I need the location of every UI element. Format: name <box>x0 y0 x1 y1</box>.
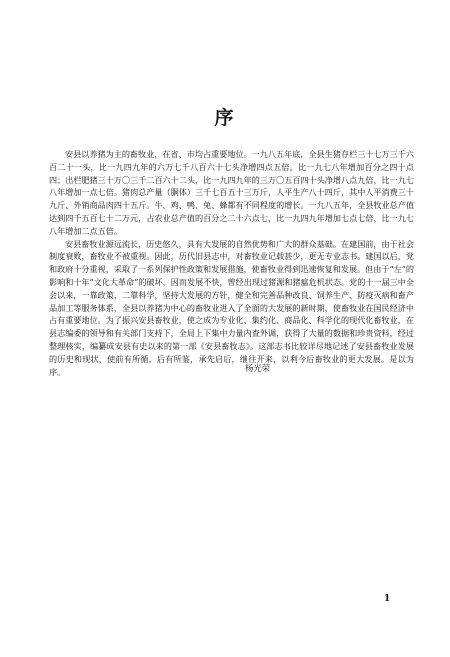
page-number: 1 <box>384 594 391 604</box>
paragraph-livestock-statistics: 安县以养猪为主的畜牧业，在省、市均占重要地位。一九八五年底，全县生猪存栏三十七万三千六百二十一头，比一九四九年的六万七千八百六十七头净增四点五倍，比一九七八年增加百分之四十点四；出栏肥猪三十万〇三千二百六十二头，比一九四九年的三万〇五百四十头净增八点九倍，比一九七八年增加一点七倍。猪肉总产量（胴体）三千七百五十三万斤，人平生产八十四斤，其中人平消费三十九斤、外销商品肉四十五斤。牛、鸡、鸭、兔、蜂都有不同程度的增长。一九八五年，全县牧业总产值达到四千五百七十二万元，占农业总产值的百分之二十六点七，比一九四九年增加七点七倍，比一九七八年增加二点五倍。 <box>49 149 414 236</box>
preface-body <box>49 148 414 378</box>
preface-title: 序 <box>214 107 236 129</box>
author-signature: 杨光荣 <box>245 363 271 373</box>
paragraph-history-and-purpose: 安县畜牧业源远流长，历史悠久，具有大发展的自然优势和广大的群众基础。在建国前，由于社会制度衰败，畜牧业不被重视。因此，历代旧县志中，对畜牧业记载甚少，更无专业志书。建国以后，党和政府十分重视，采取了一系列保护性政策和发展措施，使畜牧业得到迅速恢复和发展。但由于“左”的影响和十年“文化大革命”的破坏，因而发展不快，曾经出现过猪源和猪瘟危机状态。党的十一届三中全会以来，一靠政策，二靠科学，坚持大发展的方针，健全和完善品种改良、饲养生产、防疫灭病和畜产品加工等服务体系，全县以养猪为中心的畜牧业进入了全面的大发展的新时期，使畜牧业在国民经济中占有重要地位。为了振兴安县畜牧业，使之成为专业化、集约化、商品化、科学化的现代化畜牧业，在县志编委的领导和有关部门支持下，全局上下集中力量内查外调，获得了大量的数据和珍贵资料，经过整理核实，编纂成安县有史以来的第一部《安县畜牧志》。这部志书比较详尽地记述了安县畜牧业发展的历史和现状，使前有所循，后有所鉴，承先启后，继往开来，以利今后畜牧业的更大发展。是以为序。 <box>49 238 414 377</box>
